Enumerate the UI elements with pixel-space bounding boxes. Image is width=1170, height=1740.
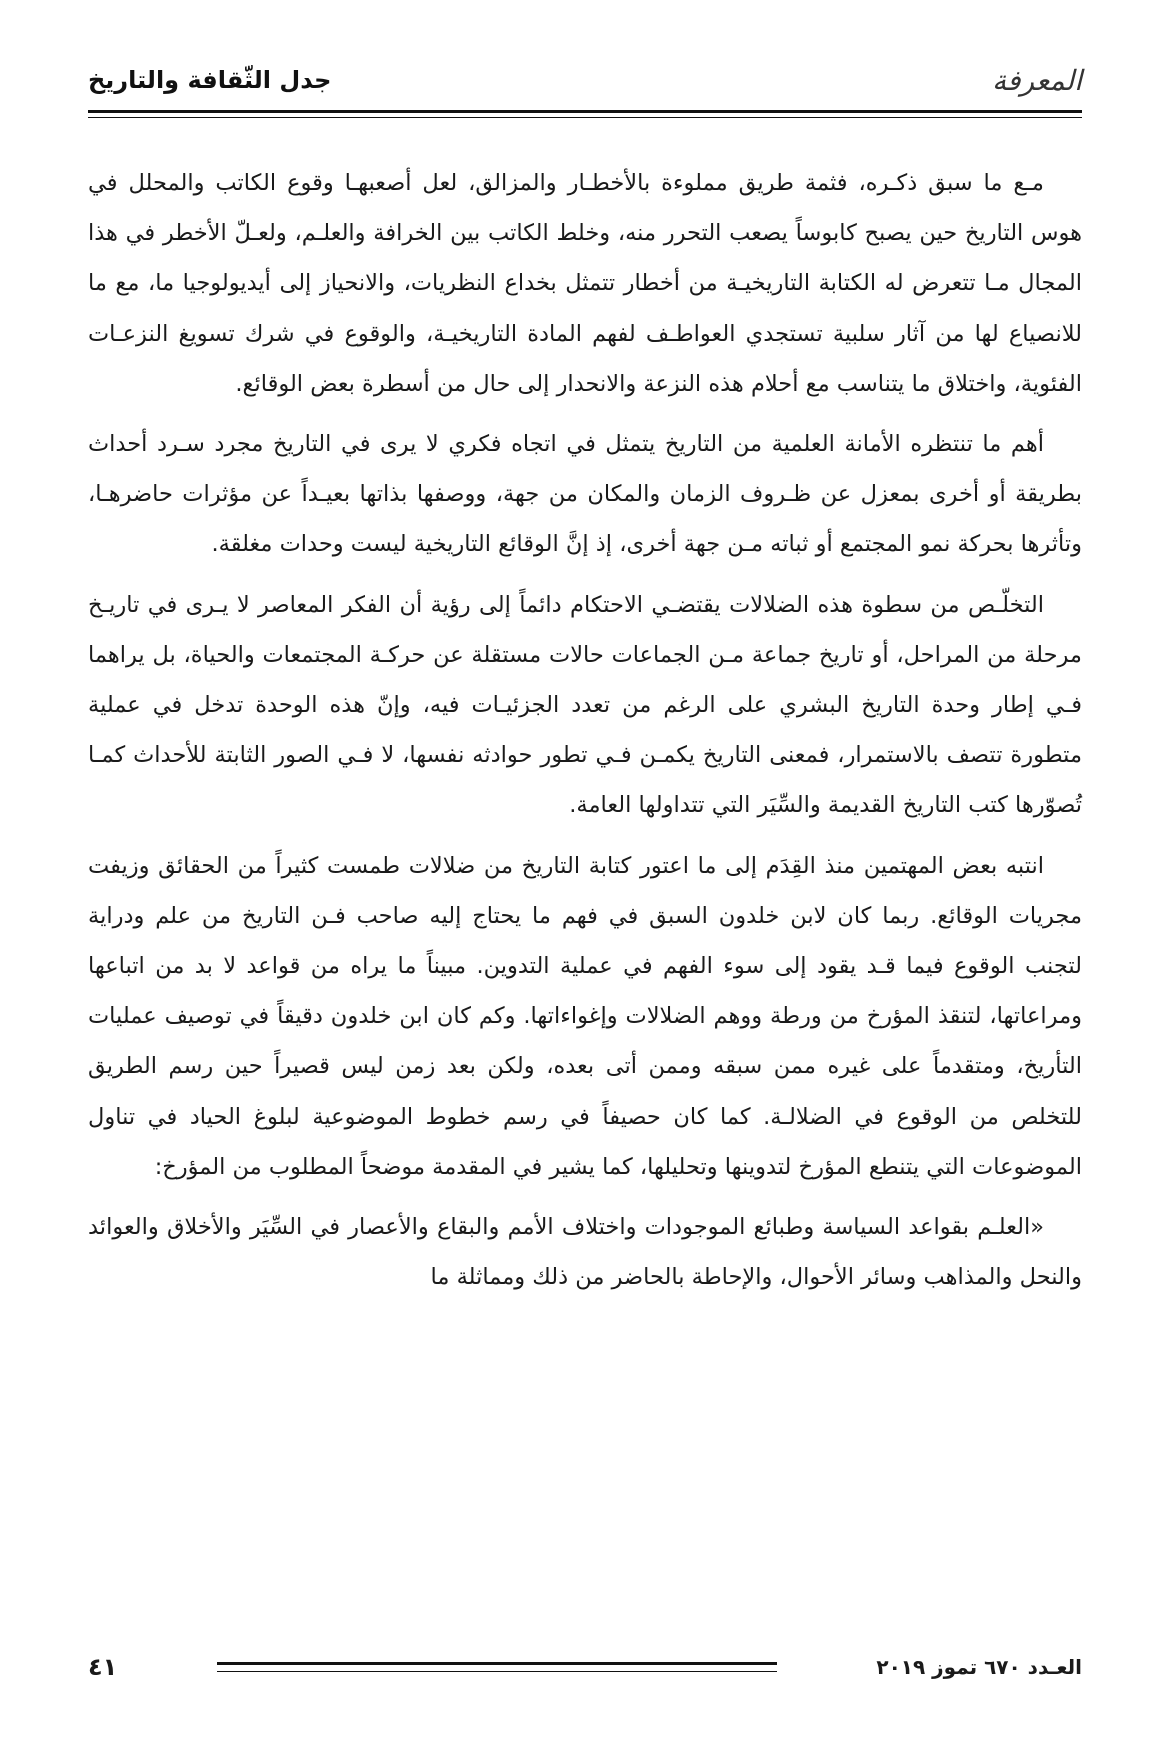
footer-rule xyxy=(217,1662,777,1672)
page-header xyxy=(88,58,1082,102)
paragraph-1: مـع ما سبق ذكـره، فثمة طريق مملوءة بالأخطـار والمزالق، لعل أصعبهـا وقوع الكاتب والمحلل في هوس التاريخ حين يصبح كابوساً يصعب التحرر منه، وخلط الكاتب بين الخرافة والعلـم، ولعـلّ الأخطر في هذا المجال مـا تتعرض له الكتابة التاريخيـة من أخطار تتمثل بخداع النظريات، والانحياز إلى أيديولوجيا ما، مع ما للانصياع لها من آثار سلبية تستجدي العواطـف لفهم المادة التاريخيـة، والوقوع في شرك تسويغ النزعـات الفئوية، واختلاق ما يتناسب مع أحلام هذه النزعة والانحدار إلى حال من أسطرة بعض الوقائع. xyxy=(88,170,1082,397)
magazine-logo: المعرفة xyxy=(992,63,1082,97)
paragraph-5-quote: «العلـم بقواعد السياسة وطبائع الموجودات واختلاف الأمم والبقاع والأعصار في السِّيَر والأخلاق والعوائد والنحل والمذاهب وسائر الأحوال، والإحاطة بالحاضر من ذلك ومماثلة ما xyxy=(88,1214,1082,1291)
article-body xyxy=(88,158,1082,1600)
running-title: جدل الثّقافة والتاريخ xyxy=(88,66,332,94)
issue-info: العـدد ٦٧٠ تموز ٢٠١٩ xyxy=(876,1655,1082,1679)
paragraph-3: التخلّـص من سطوة هذه الضلالات يقتضـي الاحتكام دائماً إلى رؤية أن الفكر المعاصر لا يـرى في تاريـخ مرحلة من المراحل، أو تاريخ جماعة مـن الجماعات حالات مستقلة عن حركـة المجتمعات والحياة، بل يراهما فـي إطار وحدة التاريخ البشري على الرغم من تعدد الجزئيـات فيه، وإنّ هذه الوحدة تدخل في عملية متطورة تتصف بالاستمرار، فمعنى التاريخ يكمـن فـي تطور حوادثه نفسها، لا فـي الصور الثابتة للأحداث كمـا تُصوّرها كتب التاريخ القديمة والسِّيَر التي تتداولها العامة. xyxy=(88,591,1082,819)
header-rule xyxy=(88,110,1082,118)
page-number: ٤١ xyxy=(88,1653,118,1681)
paragraph-4: انتبه بعض المهتمين منذ القِدَم إلى ما اعتور كتابة التاريخ من ضلالات طمست كثيراً من الحقائق وزيفت مجريات الوقائع. ربما كان لابن خلدون السبق في فهم ما يحتاج إليه صاحب فـن التاريخ من علم ودراية لتجنب الوقوع فيما قـد يقود إلى سوء الفهم في عملية التدوين. مبيناً ما يراه من قواعد لا بد من اتباعها ومراعاتها، لتنقذ المؤرخ من ورطة ووهم الضلالات وإغواءاتها. وكم كان ابن خلدون دقيقاً في توصيف عمليات التأريخ، ومتقدماً على غيره ممن سبقه وممن أتى بعده، ولكن بعد زمن ليس قصيراً حين رسم الطريق للتخلص من الوقوع في الضلالـة. كما كان حصيفاً في رسم خطوط الموضوعية لبلوغ الحياد في تناول الموضوعات التي يتنطع المؤرخ لتدوينها وتحليلها، كما يشير في المقدمة موضحاً المطلوب من المؤرخ: xyxy=(88,852,1082,1180)
page-footer xyxy=(88,1652,1082,1682)
paragraph-2: أهم ما تنتظره الأمانة العلمية من التاريخ يتمثل في اتجاه فكري لا يرى في التاريخ مجرد سـرد أحداث بطريقة أو أخرى بمعزل عن ظـروف الزمان والمكان من جهة، ووصفها بذاتها بعيـداً عن مؤثرات حاضرهـا، وتأثرها بحركة نمو المجتمع أو ثباته مـن جهة أخرى، إذ إنَّ الوقائع التاريخية ليست وحدات مغلقة. xyxy=(88,431,1082,558)
